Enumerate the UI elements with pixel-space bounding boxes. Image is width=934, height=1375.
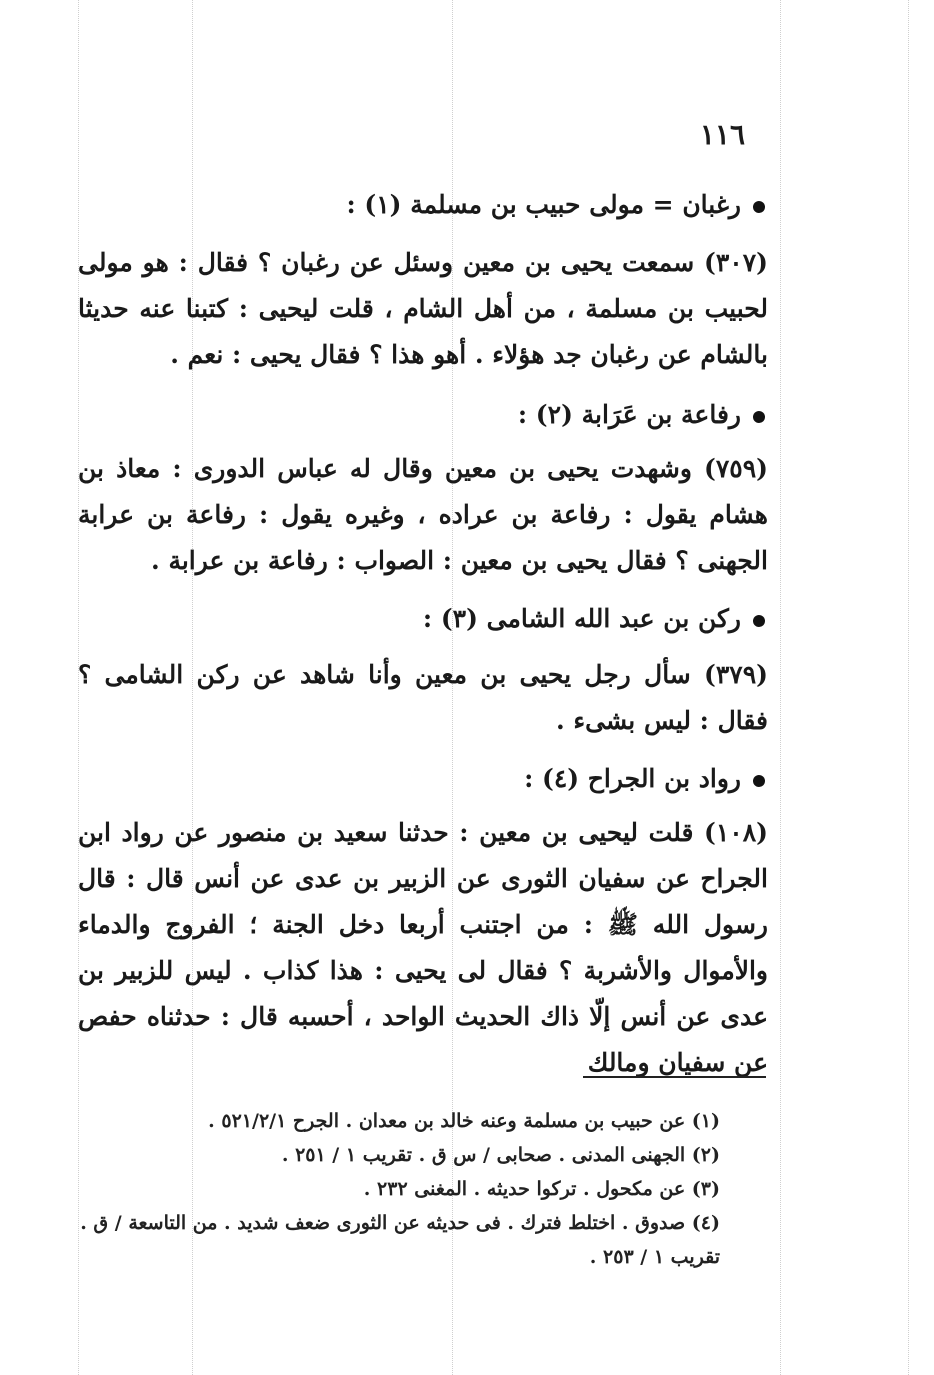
entry-heading-text: رواد بن الجراح (٤) :: [524, 764, 741, 793]
bullet-icon: [753, 775, 765, 787]
footnote-4: (٤) صدوق . اختلط فترك . فى حديثه عن الثورى ضعف شديد . من التاسعة / ق . تقريب ١ / ٢٥٣ .: [80, 1212, 720, 1268]
entry-body: (٧٥٩) وشهدت يحيى بن معين وقال له عباس الدورى : معاذ بن هشام يقول : رفاعة بن عراده ، وغيره يقول : رفاعة بن عرابة الجهنى ؟ فقال يحيى بن معين : الصواب : رفاعة بن عرابة .: [78, 454, 768, 575]
scan-artifact-line: [908, 0, 909, 1375]
bullet-icon: [753, 201, 765, 213]
entry-body: (١٠٨) قلت ليحيى بن معين : حدثنا سعيد بن منصور عن رواد ابن الجراح عن سفيان الثورى عن الزبير بن عدى عن أنس قال : قال رسول الله ﷺ : من اجتنب أربعا دخل الجنة ؛ الفروج والدماء والأموال والأشربة ؟ فقال لى يحيى : هذا كذاب . ليس للزبير بن عدى عن أنس إلّا ذاك الحديث الواحد ، أحسبه قال : حدثناه حفص عن سفيان ومالك: [78, 818, 768, 1077]
entry-heading-text: ركن بن عبد الله الشامى (٣) :: [422, 604, 741, 633]
entry-heading-text: رفاعة بن عَرَابة (٢) :: [517, 400, 741, 429]
entry-body: (٣٧٩) سأل رجل يحيى بن معين وأنا شاهد عن ركن الشامى ؟ فقال : ليس بشىء .: [78, 660, 768, 735]
entry-heading: [200, 596, 765, 642]
footnote-divider: [583, 1076, 766, 1078]
entry-heading: [200, 392, 765, 438]
entry-heading-text: رغبان = مولى حبيب بن مسلمة (١) :: [346, 190, 741, 219]
page-number: ١١٦: [699, 118, 745, 151]
footnote-3: (٣) عن مكحول . تركوا حديثه . المغنى ٢٣٢ .: [363, 1178, 720, 1200]
bullet-icon: [753, 411, 765, 423]
footnotes: [60, 1104, 720, 1274]
entry-heading: [200, 756, 765, 802]
entry-heading: [200, 182, 765, 228]
entry-body: (٣٠٧) سمعت يحيى بن معين وسئل عن رغبان ؟ فقال : هو مولى لحبيب بن مسلمة ، من أهل الشام ، قلت ليحيى : كتبنا عنه حديثا بالشام عن رغبان جد هؤلاء . أهو هذا ؟ فقال يحيى : نعم .: [78, 248, 768, 369]
footnote-1: (١) عن حبيب بن مسلمة وعنه خالد بن معدان . الجرح ٥٢١/٢/١ .: [208, 1110, 720, 1132]
footnote-2: (٢) الجهنى المدنى . صحابى / س ق . تقريب ١ / ٢٥١ .: [281, 1144, 720, 1166]
scan-artifact-line: [780, 0, 781, 1375]
bullet-icon: [753, 615, 765, 627]
